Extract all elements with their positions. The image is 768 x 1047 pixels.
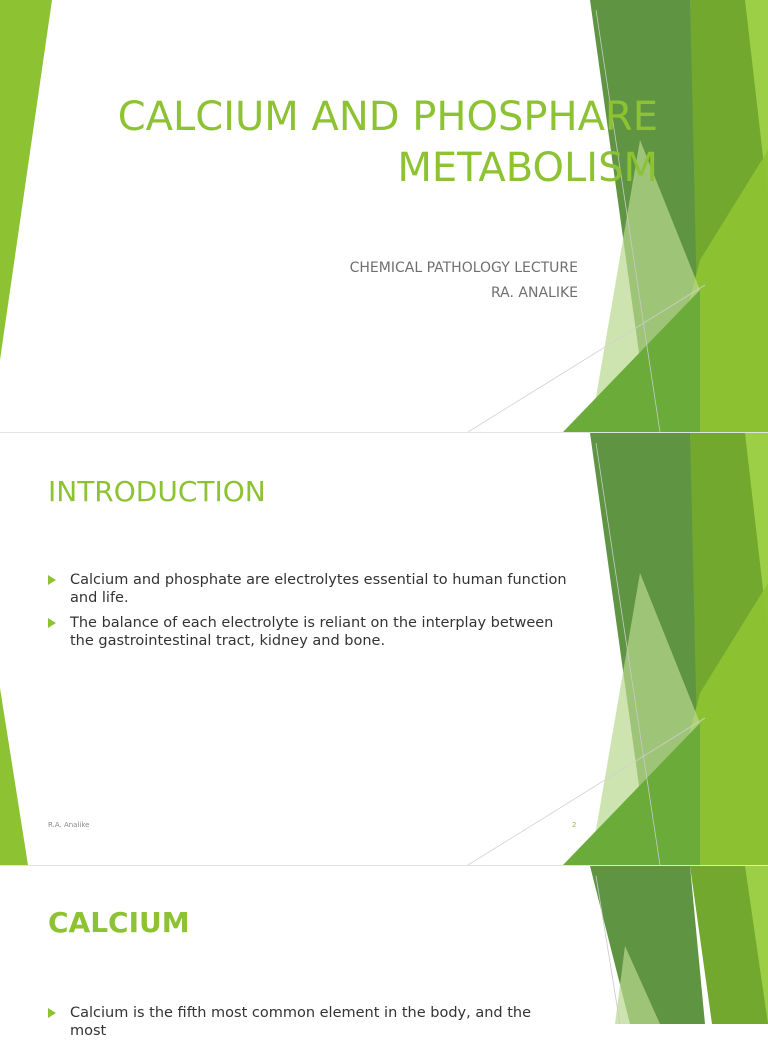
bullet-arrow-icon — [48, 618, 56, 628]
author-name: RA. ANALIKE — [491, 285, 578, 301]
slide-heading: INTRODUCTION — [48, 475, 266, 508]
page-number: 2 — [572, 821, 577, 829]
presentation-title: CALCIUM AND PHOSPHARE METABOLISM — [117, 94, 658, 191]
bullet-arrow-icon — [48, 575, 56, 585]
list-item: The balance of each electrolyte is reliant on the interplay between the gastrointestinal tract, kidney and bone. — [48, 614, 568, 650]
green-triangle-decoration — [0, 0, 768, 432]
slide-heading: CALCIUM — [48, 906, 190, 939]
introduction-slide — [0, 433, 768, 865]
lecture-name: CHEMICAL PATHOLOGY LECTURE — [349, 260, 578, 276]
list-item: Calcium is the fifth most common element in the body, and the most — [48, 1004, 568, 1040]
list-item: Calcium and phosphate are electrolytes essential to human function and life. — [48, 571, 568, 607]
bullet-list — [48, 1004, 568, 1047]
slide-footer: R.A. Analike — [48, 821, 90, 829]
presentation-subtitle — [350, 256, 578, 306]
bullet-list — [48, 571, 568, 657]
green-triangle-decoration — [0, 866, 768, 1024]
title-slide — [0, 0, 768, 432]
bullet-arrow-icon — [48, 1008, 56, 1018]
calcium-slide — [0, 866, 768, 1039]
